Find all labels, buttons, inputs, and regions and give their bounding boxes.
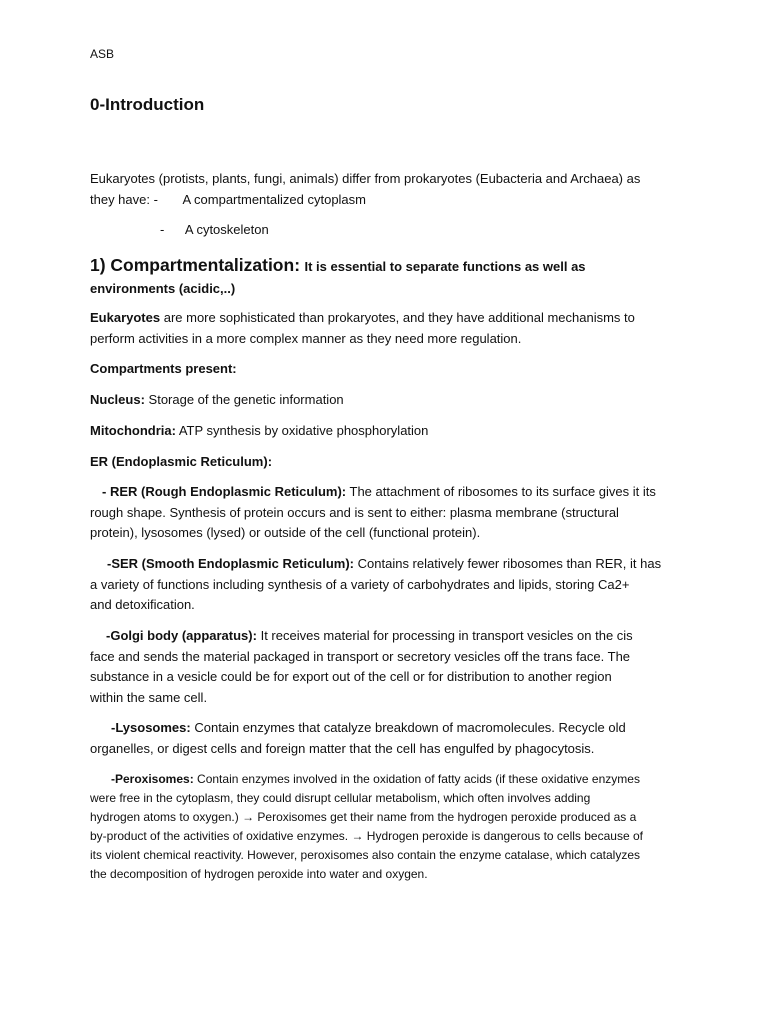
ser-label: -SER (Smooth Endoplasmic Reticulum):: [107, 556, 355, 571]
peroxisomes-text-4: by-product of the activities of oxidative enzymes. → Hydrogen peroxide is dangerous to cells because of: [90, 829, 643, 843]
eukaryotes-text-2: perform activities in a more complex manner as they need more regulation.: [90, 330, 522, 346]
lysosomes-label: -Lysosomes:: [111, 720, 191, 735]
golgi-text-3: substance in a vesicle could be for export out of the cell or for distribution to another region: [90, 669, 612, 684]
intro-prefix: they have: -: [90, 191, 158, 207]
mitochondria-label: Mitochondria:: [90, 423, 176, 438]
rer-text-3: protein), lysosomes (lysed) or outside of the cell (functional protein).: [90, 525, 481, 540]
section-heading-compartmentalization: [90, 254, 690, 300]
ser-text-2: a variety of functions including synthesis of a variety of carbohydrates and lipids, storing Ca2+: [90, 576, 630, 592]
golgi-text-2: face and sends the material packaged in transport or secretory vesicles off the trans face. The: [90, 648, 631, 664]
bullet-dash: -: [160, 222, 165, 237]
nucleus-text: Storage of the genetic information: [148, 392, 344, 407]
lysosomes-text-2: organelles, or digest cells and foreign matter that the cell has engulfed by phagocytosis.: [90, 740, 595, 756]
eukaryotes-text-1: are more sophisticated than prokaryotes, and they have additional mechanisms to: [163, 310, 635, 325]
rer-label: - RER (Rough Endoplasmic Reticulum):: [102, 484, 347, 499]
peroxisomes-text-3: hydrogen atoms to oxygen.) → Peroxisomes get their name from the hydrogen peroxide produced as a: [90, 810, 637, 824]
eukaryotes-paragraph: [90, 308, 680, 349]
intro-paragraph: [90, 169, 680, 210]
eukaryotes-label: Eukaryotes: [90, 310, 161, 325]
section-title-compartmentalization: 1) Compartmentalization:: [90, 255, 301, 275]
peroxisomes-text-6: the decomposition of hydrogen peroxide into water and oxygen.: [90, 867, 428, 881]
golgi-paragraph: [90, 626, 680, 708]
section-subtitle-part1: It is essential to separate functions as well as: [304, 259, 586, 274]
lysosomes-paragraph: [90, 718, 680, 759]
rer-paragraph: [90, 482, 680, 544]
section-subtitle-part2: environments (acidic,..): [90, 281, 236, 296]
er-heading: ER (Endoplasmic Reticulum):: [90, 454, 273, 469]
bullet-compartmentalized: A compartmentalized cytoplasm: [182, 191, 366, 207]
ser-text-1: Contains relatively fewer ribosomes than RER, it has: [357, 556, 662, 571]
compartments-heading: Compartments present:: [90, 361, 237, 376]
mitochondria-line: [90, 421, 680, 442]
golgi-text-4: within the same cell.: [90, 689, 208, 705]
peroxisomes-label: -Peroxisomes:: [111, 772, 194, 786]
peroxisomes-text-2: were free in the cytoplasm, they could disrupt cellular metabolism, which often involves adding: [90, 791, 591, 805]
bullet-item-cytoskeleton: [160, 220, 460, 241]
peroxisomes-text-1: Contain enzymes involved in the oxidation of fatty acids (if these oxidative enzymes: [197, 772, 640, 786]
nucleus-line: [90, 390, 680, 411]
mitochondria-text: ATP synthesis by oxidative phosphorylation: [178, 423, 429, 438]
rer-text-2: rough shape. Synthesis of protein occurs and is sent to either: plasma membrane (structural: [90, 504, 619, 520]
section-title-introduction: 0-Introduction: [90, 95, 205, 114]
ser-paragraph: [90, 554, 680, 616]
rer-text-1: The attachment of ribosomes to its surface gives it its: [349, 484, 656, 499]
lysosomes-text-1: Contain enzymes that catalyze breakdown of macromolecules. Recycle old: [194, 720, 626, 735]
bullet-cytoskeleton: A cytoskeleton: [184, 222, 269, 237]
author-initials: ASB: [90, 47, 115, 61]
intro-line-2: [90, 190, 680, 211]
golgi-label: -Golgi body (apparatus):: [106, 628, 257, 643]
golgi-text-1: It receives material for processing in transport vesicles on the cis: [260, 628, 633, 643]
nucleus-label: Nucleus:: [90, 392, 145, 407]
intro-line-1: Eukaryotes (protists, plants, fungi, animals) differ from prokaryotes (Eubacteria and Archaea) as: [90, 171, 641, 186]
ser-text-3: and detoxification.: [90, 597, 195, 612]
peroxisomes-text-5: its violent chemical reactivity. However, peroxisomes also contain the enzyme catalase, which catalyzes: [90, 848, 641, 862]
peroxisomes-paragraph: [90, 770, 680, 884]
